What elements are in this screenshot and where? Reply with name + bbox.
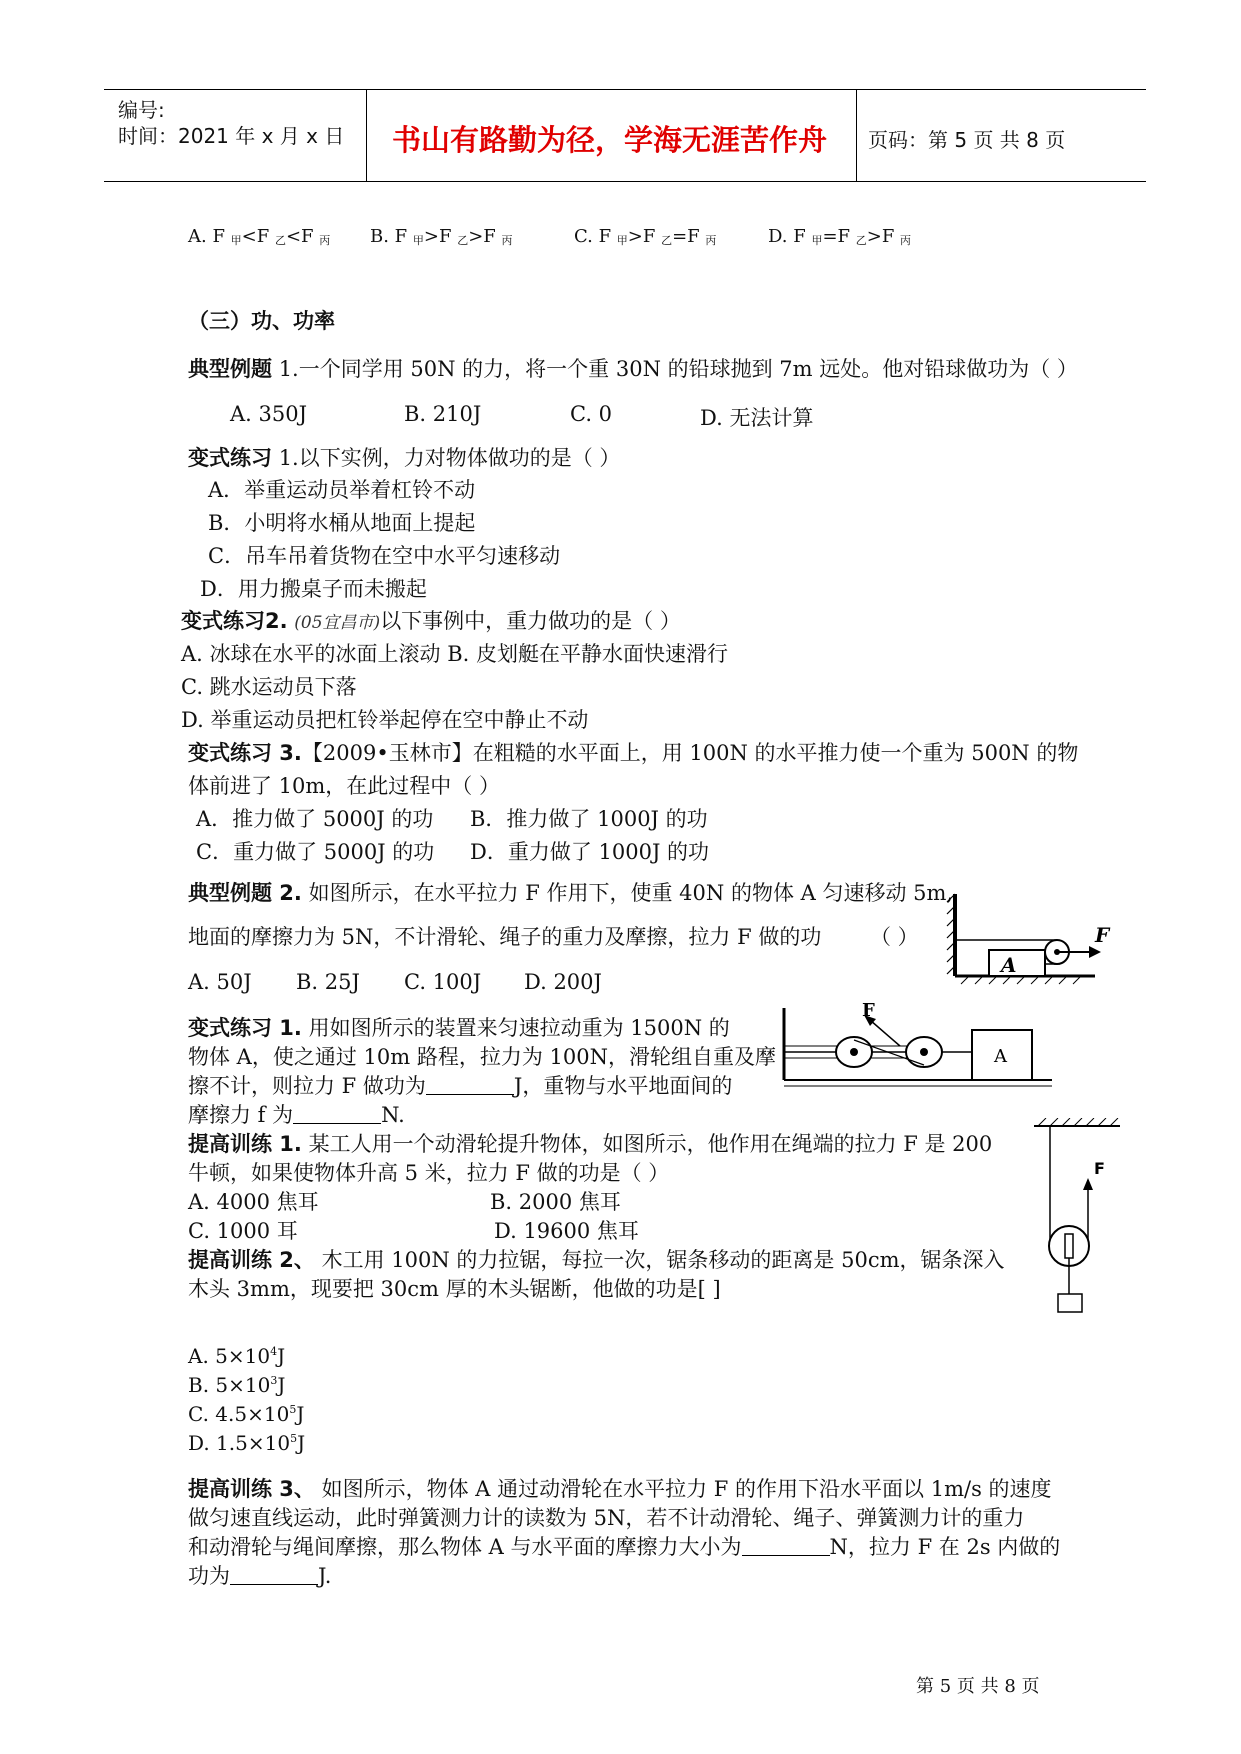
v3-line1: 【2009•玉林市】在粗糙的水平面上，用 100N 的水平推力使一个重为 500N 的物 xyxy=(301,741,1079,765)
v4-fig-a-label: A xyxy=(994,1046,1007,1067)
t1-question-line2: 牛顿，如果使物体升高 5 米，拉力 F 做的功是（ ） xyxy=(188,1161,670,1185)
v3-question-line2: 体前进了 10m，在此过程中（ ） xyxy=(188,774,500,798)
t3-line3a: 和动滑轮与绳间摩擦，那么物体 A 与水平面的摩擦力大小为 xyxy=(188,1535,742,1559)
option-top-b: B. F 甲>F 乙>F 丙 xyxy=(370,226,513,247)
v3-question-line1 xyxy=(188,737,1078,767)
t3-question-line1 xyxy=(188,1473,1052,1503)
option-top-c: C. F 甲>F 乙=F 丙 xyxy=(574,226,717,247)
v4-question-line3 xyxy=(188,1070,732,1100)
v2-question xyxy=(181,605,681,635)
ex2-option-c: C. 100J xyxy=(404,970,482,994)
t3-label: 提高训练 3、 xyxy=(188,1477,315,1501)
t1-option-b: B. 2000 焦耳 xyxy=(490,1190,621,1214)
v4-blank-work[interactable] xyxy=(426,1076,514,1095)
ex1-text: 一个同学用 50N 的力，将一个重 30N 的铅球抛到 7m 远处。他对铅球做功为（ ） xyxy=(298,357,1078,381)
ex1-label: 典型例题 xyxy=(188,357,272,381)
header-bottom-rule xyxy=(104,181,1146,182)
v3-option-a: A．推力做了 5000J 的功 xyxy=(196,807,434,831)
v1-label: 变式练习 xyxy=(188,446,272,470)
v2-option-ab: A. 冰球在水平的冰面上滚动 B. 皮划艇在平静水面快速滑行 xyxy=(181,642,728,666)
ex1-option-a: A. 350J xyxy=(230,402,308,426)
v1-question xyxy=(188,442,620,472)
v4-line3a: 擦不计，则拉力 F 做功为 xyxy=(188,1074,426,1098)
fixed-pulley-axle xyxy=(850,1048,858,1056)
v4-pulley-figure xyxy=(782,1000,1062,1092)
t2-option-c: C. $4.5\times 10^5J$ xyxy=(188,1402,305,1426)
load-block xyxy=(1058,1294,1082,1312)
t1-fig-f-label: F xyxy=(1094,1159,1105,1178)
v2-label: 变式练习2. xyxy=(181,609,288,633)
header-top-rule xyxy=(104,89,1146,90)
t1-question-line1 xyxy=(188,1128,992,1158)
t2-question-line2: 木头 3mm，现要把 30cm 厚的木头锯断，他做的功是[ ] xyxy=(188,1277,721,1301)
ex2-option-a: A. 50J xyxy=(188,970,252,994)
t1-line1: 某工人用一个动滑轮提升物体，如图所示，他作用在绳端的拉力 F 是 200 xyxy=(301,1132,993,1156)
t2-question-line1 xyxy=(188,1244,1005,1274)
t3-line4a: 功为 xyxy=(188,1564,230,1588)
ex1-option-d: D. 无法计算 xyxy=(700,406,814,430)
v4-line4a: 摩擦力 f 为 xyxy=(188,1103,294,1127)
v3-option-d: D．重力做了 1000J 的功 xyxy=(470,840,710,864)
v2-option-c: C. 跳水运动员下落 xyxy=(181,675,357,699)
ex2-paren: （ ） xyxy=(870,925,919,949)
v1-option-b: B．小明将水桶从地面上提起 xyxy=(208,511,476,535)
time-label: 时间：2021 年 x 月 x 日 xyxy=(118,124,345,148)
ex2-option-b: B. 25J xyxy=(296,970,360,994)
force-arrowhead xyxy=(1089,946,1101,958)
block-a xyxy=(989,950,1045,976)
t1-option-a: A. 4000 焦耳 xyxy=(188,1190,319,1214)
t1-pulley-figure xyxy=(1032,1118,1122,1318)
section-title: （三）功、功率 xyxy=(188,309,335,333)
t1-option-d: D. 19600 焦耳 xyxy=(494,1219,639,1243)
movable-pulley-axle xyxy=(920,1048,928,1056)
option-top-a: A. F 甲<F 乙<F 丙 xyxy=(188,226,331,247)
v2-text: 以下事例中，重力做功的是（ ） xyxy=(380,609,681,633)
v4-blank-friction[interactable] xyxy=(293,1105,381,1124)
t2-label: 提高训练 2、 xyxy=(188,1248,315,1272)
t3-question-line4 xyxy=(188,1560,331,1590)
ex2-question-line2: 地面的摩擦力为 5N，不计滑轮、绳子的重力及摩擦，拉力 F 做的功 xyxy=(188,925,822,949)
ex1-question xyxy=(188,353,1078,383)
v4-line3b: J，重物与水平地面间的 xyxy=(513,1074,733,1098)
t3-line4b: J. xyxy=(318,1564,332,1588)
t1-option-c: C. 1000 耳 xyxy=(188,1219,298,1243)
v4-question-line4 xyxy=(188,1099,405,1129)
v1-option-d: D．用力搬桌子而未搬起 xyxy=(200,577,427,601)
v1-option-c: C．吊车吊着货物在空中水平匀速移动 xyxy=(208,544,561,568)
v2-source: (05宜昌市) xyxy=(294,613,381,633)
ex2-fig-f-label: F xyxy=(1095,923,1110,947)
ex1-option-c: C. 0 xyxy=(570,402,613,426)
header-divider-right xyxy=(856,89,857,181)
serial-label: 编号: xyxy=(118,98,165,122)
v4-line4b: N. xyxy=(381,1103,405,1127)
page-footer: 第 5 页 共 8 页 xyxy=(916,1676,1040,1697)
t3-blank-friction[interactable] xyxy=(742,1537,830,1556)
t2-option-a: A. $5\times 10^4J$ xyxy=(188,1344,286,1368)
ex2-question-line1 xyxy=(188,877,953,907)
t1-label: 提高训练 1. xyxy=(188,1132,302,1156)
v3-option-c: C．重力做了 5000J 的功 xyxy=(196,840,435,864)
header-divider-left xyxy=(366,89,367,181)
ex1-num: 1. xyxy=(278,357,299,381)
v3-label: 变式练习 3. xyxy=(188,741,302,765)
t3-line1: 如图所示，物体 A 通过动滑轮在水平拉力 F 的作用下沿水平面以 1m/s 的速度 xyxy=(314,1477,1052,1501)
t3-question-line3 xyxy=(188,1531,1060,1561)
ex2-pulley-figure xyxy=(945,890,1115,990)
v4-question-line2: 物体 A，使之通过 10m 路程，拉力为 100N，滑轮组自重及摩 xyxy=(188,1045,776,1069)
v4-fig-f-label: F xyxy=(862,1000,875,1021)
pulley-bracket xyxy=(1065,1234,1073,1258)
t3-question-line2: 做匀速直线运动，此时弹簧测力计的读数为 5N，若不计动滑轮、绳子、弹簧测力计的重力 xyxy=(188,1506,1025,1530)
option-top-d: D. F 甲=F 乙>F 丙 xyxy=(768,226,912,247)
force-line xyxy=(870,1020,900,1046)
v4-line1: 用如图所示的装置来匀速拉动重为 1500N 的 xyxy=(301,1016,730,1040)
t2-option-b: B. $5\times 10^3J$ xyxy=(188,1373,286,1397)
v4-question-line1 xyxy=(188,1012,730,1042)
t2-option-d: D. $1.5\times 10^5J$ xyxy=(188,1431,306,1455)
ex1-option-b: B. 210J xyxy=(404,402,482,426)
force-arrowhead xyxy=(1083,1178,1093,1190)
ex2-option-d: D. 200J xyxy=(524,970,602,994)
page-label: 页码：第 5 页 共 8 页 xyxy=(868,128,1066,152)
v1-option-a: A．举重运动员举着杠铃不动 xyxy=(208,478,476,502)
v4-label: 变式练习 1. xyxy=(188,1016,302,1040)
v3-option-b: B．推力做了 1000J 的功 xyxy=(470,807,708,831)
motto-title: 书山有路勤为径，学海无涯苦作舟 xyxy=(392,123,828,157)
t3-blank-work[interactable] xyxy=(230,1566,318,1585)
t3-line3b: N，拉力 F 在 2s 内做的 xyxy=(829,1535,1061,1559)
v1-text: 以下实例，力对物体做功的是（ ） xyxy=(298,446,621,470)
v1-num: 1. xyxy=(278,446,299,470)
ex2-line1: 如图所示，在水平拉力 F 作用下，使重 40N 的物体 A 匀速移动 5m, xyxy=(301,881,954,905)
t2-line1: 木工用 100N 的力拉锯，每拉一次，锯条移动的距离是 50cm，锯条深入 xyxy=(314,1248,1005,1272)
ex2-label: 典型例题 2. xyxy=(188,881,302,905)
ex2-fig-a-label: A xyxy=(1001,953,1017,977)
v2-option-d: D. 举重运动员把杠铃举起停在空中静止不动 xyxy=(181,708,589,732)
ceiling-hatch xyxy=(1038,1118,1118,1126)
